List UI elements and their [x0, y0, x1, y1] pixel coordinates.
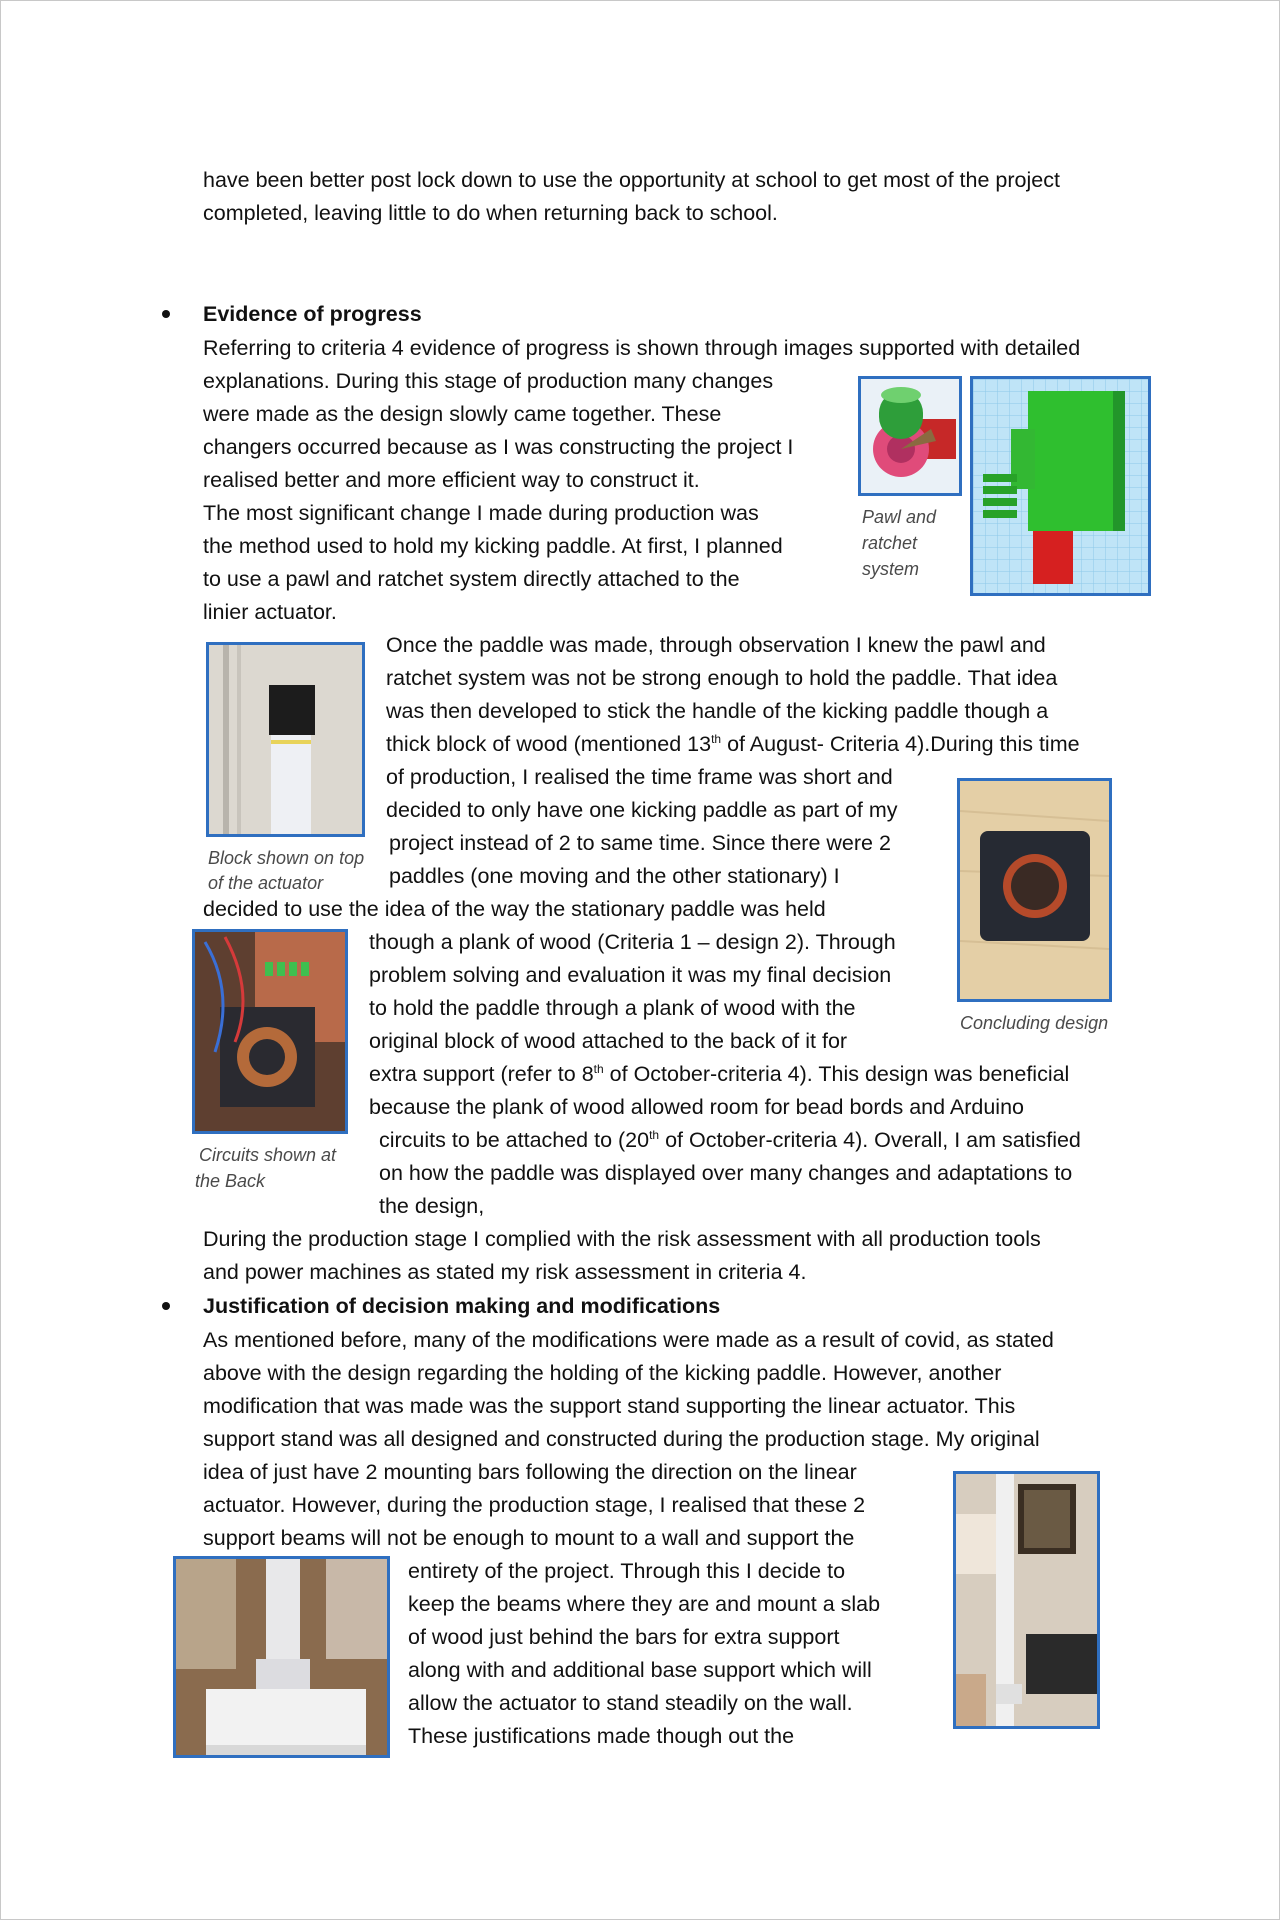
text-line: changers occurred because as I was constructing the project I	[203, 435, 794, 459]
text-line: entirety of the project. Through this I decide to	[408, 1559, 846, 1583]
text-line: idea of just have 2 mounting bars following the direction on the linear	[203, 1460, 857, 1484]
text-line: on how the paddle was displayed over many changes and adaptations to	[379, 1161, 1073, 1185]
text-line: of production, I realised the time frame was short and	[386, 765, 893, 789]
text-line: above with the design regarding the holding of the kicking paddle. However, another	[203, 1361, 1002, 1385]
text-line: Referring to criteria 4 evidence of progress is shown through images supported with detailed	[203, 336, 1081, 360]
text-line: During the production stage I complied with the risk assessment with all production tools	[203, 1227, 1041, 1251]
caption-pawl: ratchet	[862, 533, 918, 553]
caption-pawl: Pawl and	[862, 507, 937, 527]
text-line: Once the paddle was made, through observation I knew the pawl and	[386, 633, 1046, 657]
text-line: because the plank of wood allowed room for bead bords and Arduino	[369, 1095, 1024, 1119]
caption-block: Block shown on top	[208, 848, 365, 868]
text-line: were made as the design slowly came together. These	[203, 402, 722, 426]
text-line: modification that was made was the support stand supporting the linear actuator. This	[203, 1394, 1016, 1418]
text-line: along with and additional base support which will	[408, 1658, 872, 1682]
text-line: circuits to be attached to (20th of October-criteria 4). Overall, I am satisfied	[379, 1127, 1081, 1152]
caption-block: of the actuator	[208, 873, 324, 893]
text-line: ratchet system was not be strong enough to hold the paddle. That idea	[386, 666, 1058, 690]
text-line: decided to only have one kicking paddle as part of my	[386, 798, 898, 822]
text-line: to use a pawl and ratchet system directly attached to the	[203, 567, 740, 591]
text-line: and power machines as stated my risk assessment in criteria 4.	[203, 1260, 807, 1284]
text-line: linier actuator.	[203, 600, 337, 624]
text-line: The most significant change I made during production was	[203, 501, 759, 525]
linear-actuator-render-image	[970, 376, 1151, 596]
text-line: original block of wood attached to the back of it for	[369, 1029, 848, 1053]
text-line: These justifications made though out the	[408, 1724, 795, 1748]
section-heading-evidence: Evidence of progress	[203, 302, 422, 326]
text-line: realised better and more efficient way to construct it.	[203, 468, 700, 492]
text-line: actuator. However, during the production stage, I realised that these 2	[203, 1493, 866, 1517]
text-line: was then developed to stick the handle of the kicking paddle though a	[386, 699, 1049, 723]
pawl-ratchet-render-image	[858, 376, 962, 496]
text-line: the design,	[379, 1194, 485, 1218]
caption-circuits: Circuits shown at	[199, 1145, 337, 1165]
text-line: problem solving and evaluation it was my final decision	[369, 963, 892, 987]
bullet-point	[162, 310, 170, 318]
text-line: of wood just behind the bars for extra support	[408, 1625, 840, 1649]
text-line: explanations. During this stage of production many changes	[203, 369, 774, 393]
text-line: decided to use the idea of the way the stationary paddle was held	[203, 897, 826, 921]
caption-circuits: the Back	[195, 1171, 266, 1191]
support-stand-photo	[173, 1556, 390, 1758]
wall-mounted-actuator-photo	[953, 1471, 1100, 1729]
text-line: the method used to hold my kicking paddle. At first, I planned	[203, 534, 783, 558]
section-heading-justification: Justification of decision making and modifications	[203, 1294, 721, 1318]
text-line: have been better post lock down to use the opportunity at school to get most of the project	[203, 168, 1060, 192]
text-line: project instead of 2 to same time. Since there were 2	[389, 831, 891, 855]
text-line: to hold the paddle through a plank of wood with the	[369, 996, 856, 1020]
text-line: completed, leaving little to do when returning back to school.	[203, 201, 778, 225]
caption-pawl: system	[862, 559, 920, 579]
text-line: As mentioned before, many of the modifications were made as a result of covid, as stated	[203, 1328, 1054, 1352]
text-line: thick block of wood (mentioned 13th of August- Criteria 4).During this time	[386, 731, 1080, 756]
text-line: extra support (refer to 8th of October-criteria 4). This design was beneficial	[369, 1061, 1070, 1086]
text-line: allow the actuator to stand steadily on the wall.	[408, 1691, 853, 1715]
text-line: support stand was all designed and constructed during the production stage. My original	[203, 1427, 1040, 1451]
circuits-photo	[192, 929, 348, 1134]
caption-concluding: Concluding design	[960, 1013, 1109, 1033]
concluding-design-photo	[957, 778, 1112, 1002]
text-line: though a plank of wood (Criteria 1 – design 2). Through	[369, 930, 896, 954]
text-line: paddles (one moving and the other stationary) I	[389, 864, 840, 888]
bullet-point	[162, 1302, 170, 1310]
block-on-actuator-photo	[206, 642, 365, 837]
text-line: keep the beams where they are and mount a slab	[408, 1592, 881, 1616]
text-line: support beams will not be enough to mount to a wall and support the	[203, 1526, 855, 1550]
